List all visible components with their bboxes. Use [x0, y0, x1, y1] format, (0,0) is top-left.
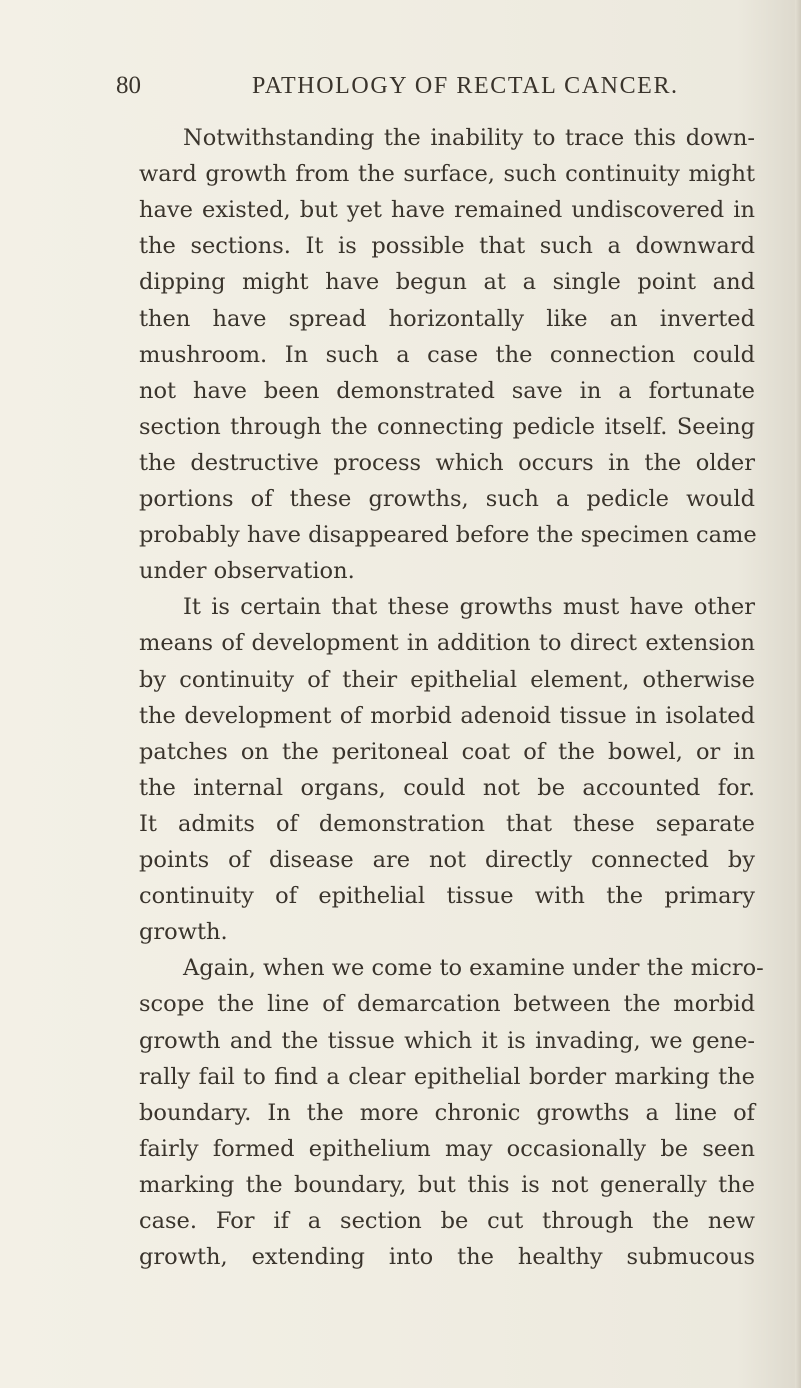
- text-line: mushroom. In such a case the connection could: [139, 341, 755, 368]
- text-line: portions of these growths, such a pedicle would: [139, 486, 755, 512]
- text-line: Again, when we come to examine under the micro-: [183, 955, 764, 982]
- text-line: the destructive process which occurs in the older: [139, 449, 755, 476]
- text-line: ward growth from the surface, such continuity might: [139, 161, 755, 188]
- text-line: scope the line of demarcation between the morbid: [139, 991, 755, 1018]
- text-line: fairly formed epithelium may occasionally be seen: [139, 1135, 755, 1162]
- text-line: rally fail to find a clear epithelial border marking the: [139, 1063, 755, 1090]
- text-line: probably have disappeared before the specimen came: [139, 522, 757, 549]
- text-line: dipping might have begun at a single point and: [139, 269, 755, 296]
- text-line: growth, extending into the healthy submucous: [139, 1244, 755, 1271]
- text-line: the development of morbid adenoid tissue in isolated: [139, 702, 755, 729]
- text-line: section through the connecting pedicle itself. Seeing: [139, 413, 755, 440]
- text-line: Notwithstanding the inability to trace this down-: [183, 125, 755, 151]
- text-line: growth.: [139, 919, 228, 946]
- running-head: [116, 66, 756, 106]
- text-line: not have been demonstrated save in a fortunate: [139, 377, 755, 404]
- text-line: growth and the tissue which it is invading, we gene-: [139, 1027, 755, 1054]
- text-line: then have spread horizontally like an inverted: [139, 305, 755, 332]
- text-line: boundary. In the more chronic growths a line of: [139, 1099, 755, 1126]
- text-line: It admits of demonstration that these separate: [139, 810, 755, 837]
- text-line: means of development in addition to direct extension: [139, 630, 755, 657]
- text-line: marking the boundary, but this is not generally the: [139, 1171, 755, 1198]
- running-title: PATHOLOGY OF RECTAL CANCER.: [252, 73, 679, 99]
- text-line: the sections. It is possible that such a downward: [139, 233, 755, 260]
- text-line: It is certain that these growths must have other: [183, 594, 755, 621]
- text-line: have existed, but yet have remained undiscovered in: [139, 197, 755, 224]
- text-line: by continuity of their epithelial element, otherwise: [139, 666, 755, 693]
- page-edge: [795, 0, 801, 1388]
- text-line: points of disease are not directly connected by: [139, 847, 755, 873]
- page-number: 80: [116, 72, 141, 99]
- text-line: the internal organs, could not be accounted for.: [139, 774, 755, 801]
- text-line: under observation.: [139, 558, 355, 585]
- text-line: continuity of epithelial tissue with the primary: [139, 883, 755, 910]
- text-line: patches on the peritoneal coat of the bowel, or in: [139, 738, 755, 765]
- text-line: case. For if a section be cut through the new: [139, 1208, 755, 1234]
